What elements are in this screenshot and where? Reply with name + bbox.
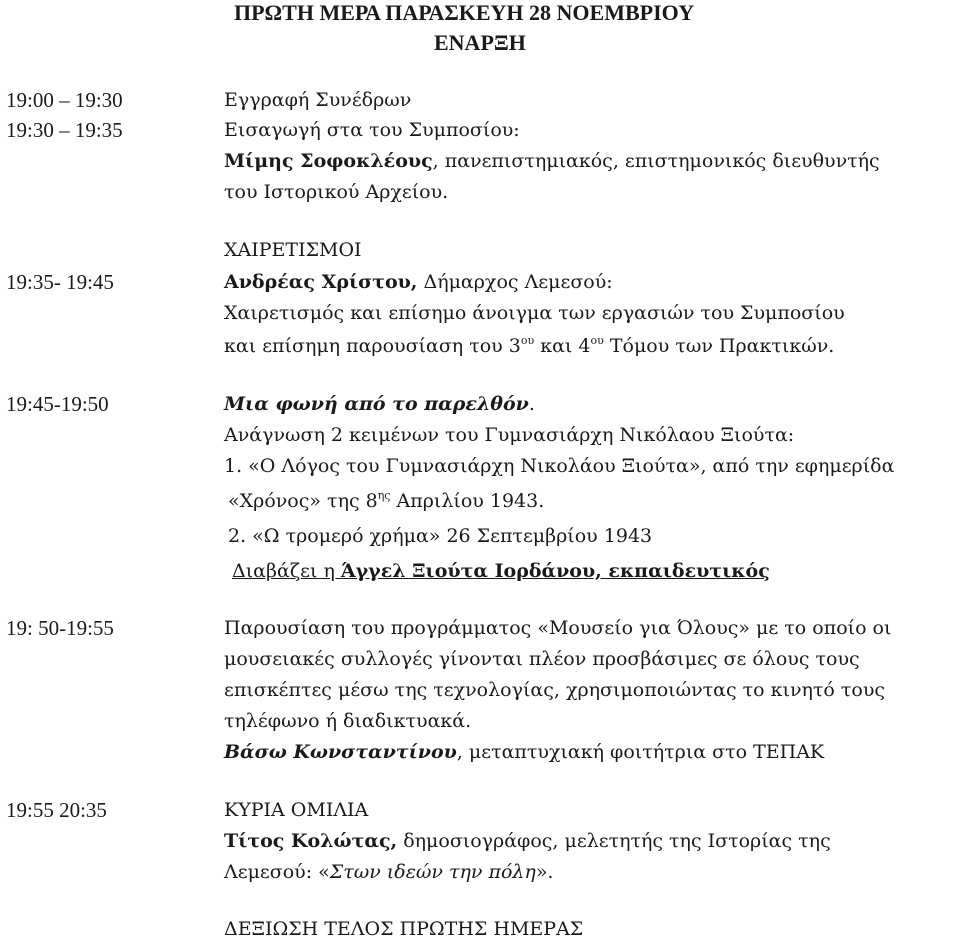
session-2-title: Εισαγωγή στα του Συμποσίου: [224,119,520,141]
keynote-heading: ΚΥΡΙΑ ΟΜΙΛΙΑ [224,799,369,821]
opening-heading: ΕΝΑΡΞΗ [434,30,526,55]
session-4-title: Μια φωνή από το παρελθόν [224,393,529,415]
session-4-reader [232,562,770,581]
session-4-item-2: 2. «Ω τρομερό χρήμα» 26 Σεπτεμβρίου 1943 [228,525,653,547]
sup-1: ου [520,334,535,347]
session-2-role-cont: του Ιστορικού Αρχείου. [224,181,449,203]
session-5-line-1: Παρουσίαση του προγράμματος «Μουσείο για Όλους» με το οποίο οι [224,617,892,639]
session-3-role: Δήμαρχος Λεμεσού: [417,271,613,293]
talk-title: Στων ιδεών την πόλη [329,861,536,883]
session-5-line-2: μουσειακές συλλογές γίνονται πλέον προσβάσιμες σε όλους τους [224,648,860,670]
session-3-time: 19:35- 19:45 [6,270,114,294]
item-1-cont-b: Απριλίου 1943. [390,490,545,512]
session-4-time: 19:45-19:50 [6,392,109,416]
session-4-title-line [224,395,535,414]
session-6-speaker: Τίτος Κολώτας, [224,830,398,852]
session-5-role: , μεταπτυχιακή φοιτήτρια στο ΤΕΠΑΚ [456,741,825,763]
session-3-line-2 [224,335,834,356]
session-2-speaker-line [224,152,880,171]
session-5-time: 19: 50-19:55 [6,616,114,640]
greetings-heading: ΧΑΙΡΕΤΙΣΜΟΙ [224,239,362,261]
item-1-cont-a: «Χρόνος» της 8 [228,490,378,512]
session-1-time: 19:00 – 19:30 [6,88,123,112]
session-4-item-1-cont [228,490,544,511]
session-4-title-end: . [528,393,535,415]
reader-name: Άγγελ Ξιούτα Ιορδάνου, εκπαιδευτικός [340,560,770,582]
closing-line: ΔΕΞΙΩΣΗ ΤΕΛΟΣ ΠΡΩΤΗΣ ΗΜΕΡΑΣ [224,918,584,940]
session-3-speaker-line [224,273,613,292]
session-3-speaker: Ανδρέας Χρίστου, [224,271,418,293]
sup-2: ου [590,334,604,347]
session-5-line-3: επισκέπτες μέσω της τεχνολογίας, χρησιμοποιώντας το κινητό τους [224,679,886,701]
session-5-speaker-line [224,743,824,762]
session-6-time: 19:55 20:35 [6,798,107,822]
session-5-line-4: τηλέφωνο ή διαδικτυακά. [224,710,472,732]
session-3-line-2-c: Τόμου των Πρακτικών. [603,335,835,357]
session-6-speaker-line [224,832,831,851]
session-6-line-2-b: ». [535,861,554,883]
session-4-item-1: 1. «Ο Λόγος του Γυμνασιάρχη Νικολάου Ξιούτα», από την εφημερίδα [224,455,895,477]
session-3-line-1: Χαιρετισμός και επίσημο άνοιγμα των εργασιών του Συμποσίου [224,302,845,324]
session-3-line-2-b: και 4 [534,335,591,357]
reader-prefix: Διαβάζει η [232,560,341,582]
session-2-time: 19:30 – 19:35 [6,118,123,142]
session-1-title: Εγγραφή Συνέδρων [224,89,412,111]
session-3-line-2-a: και επίσημη παρουσίαση του 3 [224,335,521,357]
day-title: ΠΡΩΤΗ ΜΕΡΑ ΠΑΡΑΣΚΕΥΗ 28 ΝΟΕΜΒΡΙΟΥ [234,0,695,25]
session-6-line-2 [224,863,553,882]
sup-3: ης [377,489,391,502]
session-5-speaker: Βάσω Κωνσταντίνου [224,741,457,763]
session-2-speaker: Μίμης Σοφοκλέους [224,150,433,172]
session-2-role: , πανεπιστημιακός, επιστημονικός διευθυντής [432,150,880,172]
session-6-role: δημοσιογράφος, μελετητής της Ιστορίας της [397,830,831,852]
session-6-line-2-a: Λεμεσού: « [224,861,330,883]
session-4-intro: Ανάγνωση 2 κειμένων του Γυμνασιάρχη Νικόλαου Ξιούτα: [224,424,795,446]
